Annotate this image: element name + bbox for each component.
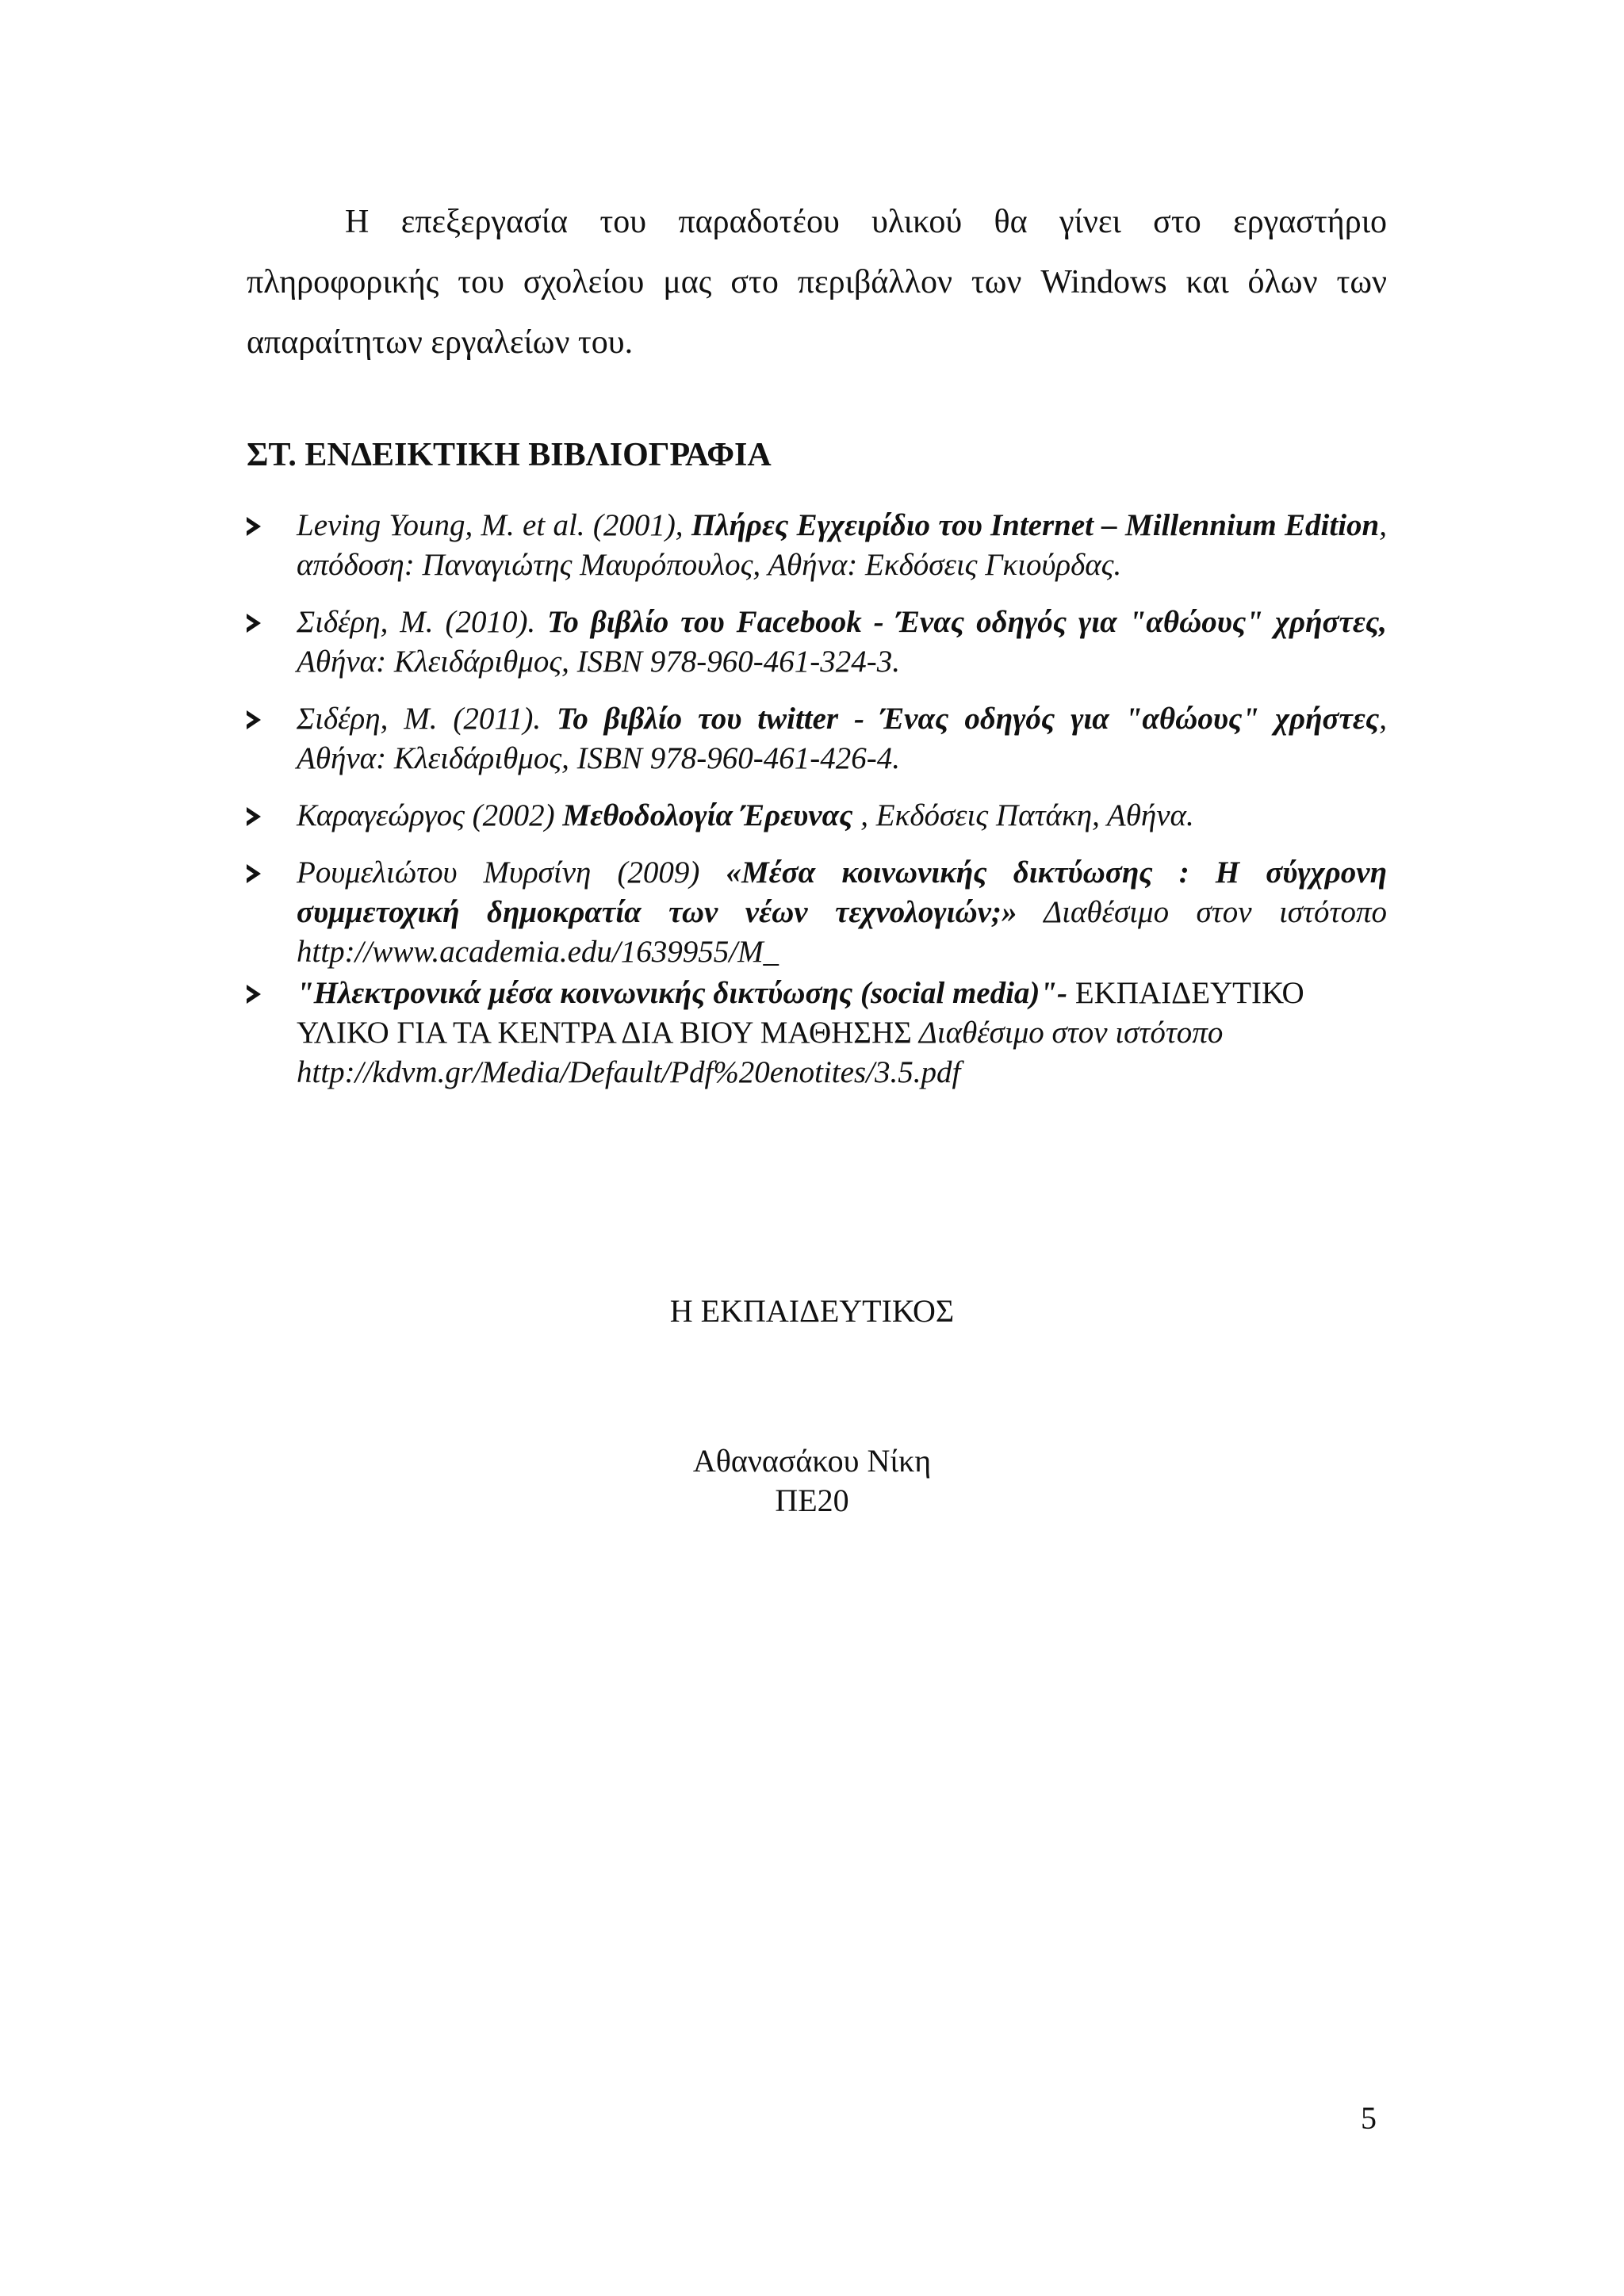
bibliography-item: Σιδέρη, Μ. (2010). Το βιβλίο του Facebook - Ένας οδηγός για "αθώους" χρήστες, Αθήνα: Κλειδάριθμος, ISBN 978-960-461-324-3. xyxy=(247,603,1387,682)
arrow-bullet-icon xyxy=(247,517,261,536)
arrow-bullet-icon xyxy=(247,614,261,633)
signature-name: Αθανασάκου Νίκη xyxy=(692,1443,932,1479)
bibliography-item: Ρουμελιώτου Μυρσίνη (2009) «Μέσα κοινωνικής δικτύωσης : Η σύγχρονη συμμετοχική δημοκρατία των νέων τεχνολογιών;» Διαθέσιμο στον ιστότοπο http://www.academia.edu/1639955/M_ xyxy=(247,853,1387,972)
bibliography-item: "Ηλεκτρονικά μέσα κοινωνικής δικτύωσης (social media)"- ΕΚΠΑΙΔΕΥΤΙΚΟ ΥΛΙΚΟ ΓΙΑ ΤΑ ΚΕΝΤΡΑ ΔΙΑ ΒΙΟΥ ΜΑΘΗΣΗΣ Διαθέσιμο στον ιστότοπο http://kdvm.gr/Media/Default/Pdf%20enotites/3.5.pdf xyxy=(247,974,1387,1093)
signature-code: ΠΕ20 xyxy=(775,1483,849,1518)
section-heading: ΣΤ. ΕΝΔΕΙΚΤΙΚΗ ΒΙΒΛΙΟΓΡΑΦΙΑ xyxy=(247,437,772,473)
bibliography-item: Leving Young, M. et al. (2001), Πλήρες Εγχειρίδιο του Internet – Millennium Edition, απόδοση: Παναγιώτης Μαυρόπουλος, Αθήνα: Εκδόσεις Γκιούρδας. xyxy=(247,506,1387,585)
bibliography-list xyxy=(247,506,1387,1110)
intro-paragraph: Η επεξεργασία του παραδοτέου υλικού θα γίνει στο εργαστήριο πληροφορικής του σχολείου μας στο περιβάλλον των Windows και όλων των απαραίτητων εργαλείων του. xyxy=(247,204,1387,361)
arrow-bullet-icon xyxy=(247,864,261,883)
arrow-bullet-icon xyxy=(247,807,261,826)
bibliography-item: Καραγεώργος (2002) Μεθοδολογία Έρευνας , Εκδόσεις Πατάκη, Αθήνα. xyxy=(247,796,1387,836)
page-number: 5 xyxy=(1361,2100,1377,2136)
arrow-bullet-icon xyxy=(247,710,261,729)
signature-role: Η ΕΚΠΑΙΔΕΥΤΙΚΟΣ xyxy=(669,1293,955,1329)
arrow-bullet-icon xyxy=(247,985,261,1004)
bibliography-item: Σιδέρη, Μ. (2011). Το βιβλίο του twitter - Ένας οδηγός για "αθώους" χρήστες, Αθήνα: Κλειδάριθμος, ISBN 978-960-461-426-4. xyxy=(247,699,1387,779)
